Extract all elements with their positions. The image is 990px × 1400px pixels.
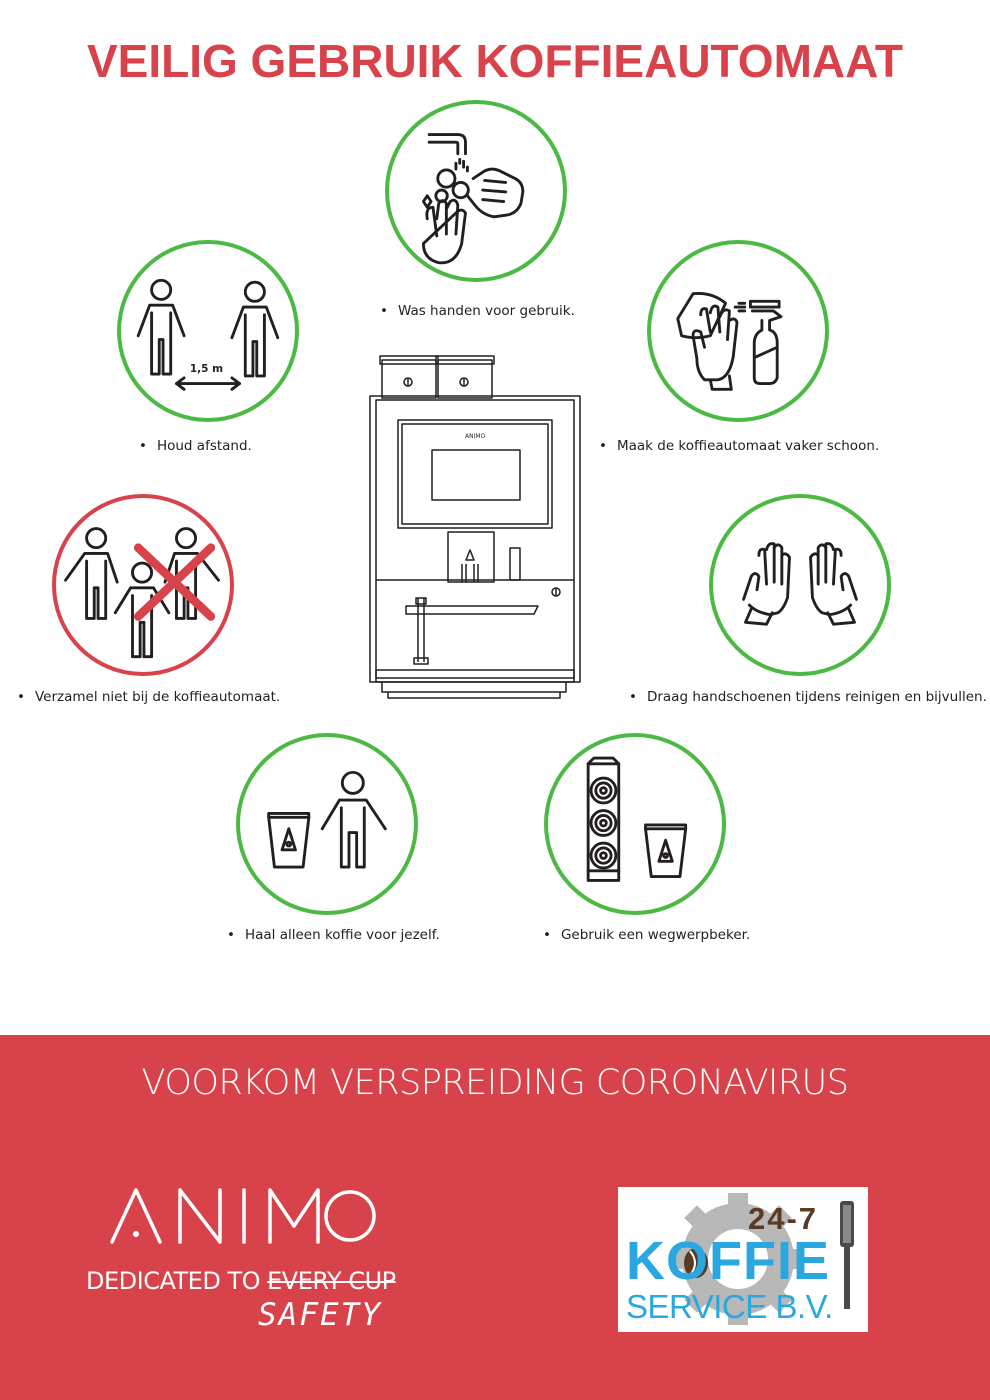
caption-no-gathering: • Verzamel niet bij de koffieautomaat. xyxy=(17,689,281,705)
animo-logo xyxy=(108,1180,378,1250)
caption-self-only: • Haal alleen koffie voor jezelf. xyxy=(227,927,440,943)
caption-wash: • Was handen voor gebruik. xyxy=(380,303,575,319)
partner-logo-service: SERVICE B.V. xyxy=(626,1288,833,1325)
caption-distance: • Houd afstand. xyxy=(139,438,252,454)
tagline-struck: EVERY CUP xyxy=(267,1267,396,1295)
caption-clean: • Maak de koffieautomaat vaker schoon. xyxy=(599,438,880,454)
gloves-icon xyxy=(709,494,891,676)
tagline-safety: SAFETY xyxy=(258,1297,382,1333)
keep-distance-icon xyxy=(117,240,299,422)
hand-washing-icon xyxy=(385,100,567,282)
cleaning-spray-icon xyxy=(647,240,829,422)
no-gathering-icon xyxy=(52,494,234,676)
coffee-machine-icon xyxy=(362,352,588,710)
caption-disposable: • Gebruik een wegwerpbeker. xyxy=(543,927,751,943)
partner-logo xyxy=(618,1187,868,1332)
tagline: DEDICATED TO EVERY CUP xyxy=(86,1267,396,1295)
distance-label: 1,5 m xyxy=(189,363,224,376)
single-person-cup-icon xyxy=(236,733,418,915)
machine-brand-label: ANIMO xyxy=(465,433,486,440)
partner-logo-247: 24-7 xyxy=(748,1201,819,1236)
page-title: VEILIG GEBRUIK KOFFIEAUTOMAAT xyxy=(86,35,904,87)
caption-gloves: • Draag handschoenen tijdens reinigen en bijvullen. xyxy=(629,689,987,705)
partner-logo-koffie: KOFFIE xyxy=(626,1231,830,1291)
disposable-cup-icon xyxy=(544,733,726,915)
slogan: VOORKOM VERSPREIDING CORONAVIRUS xyxy=(141,1063,849,1103)
